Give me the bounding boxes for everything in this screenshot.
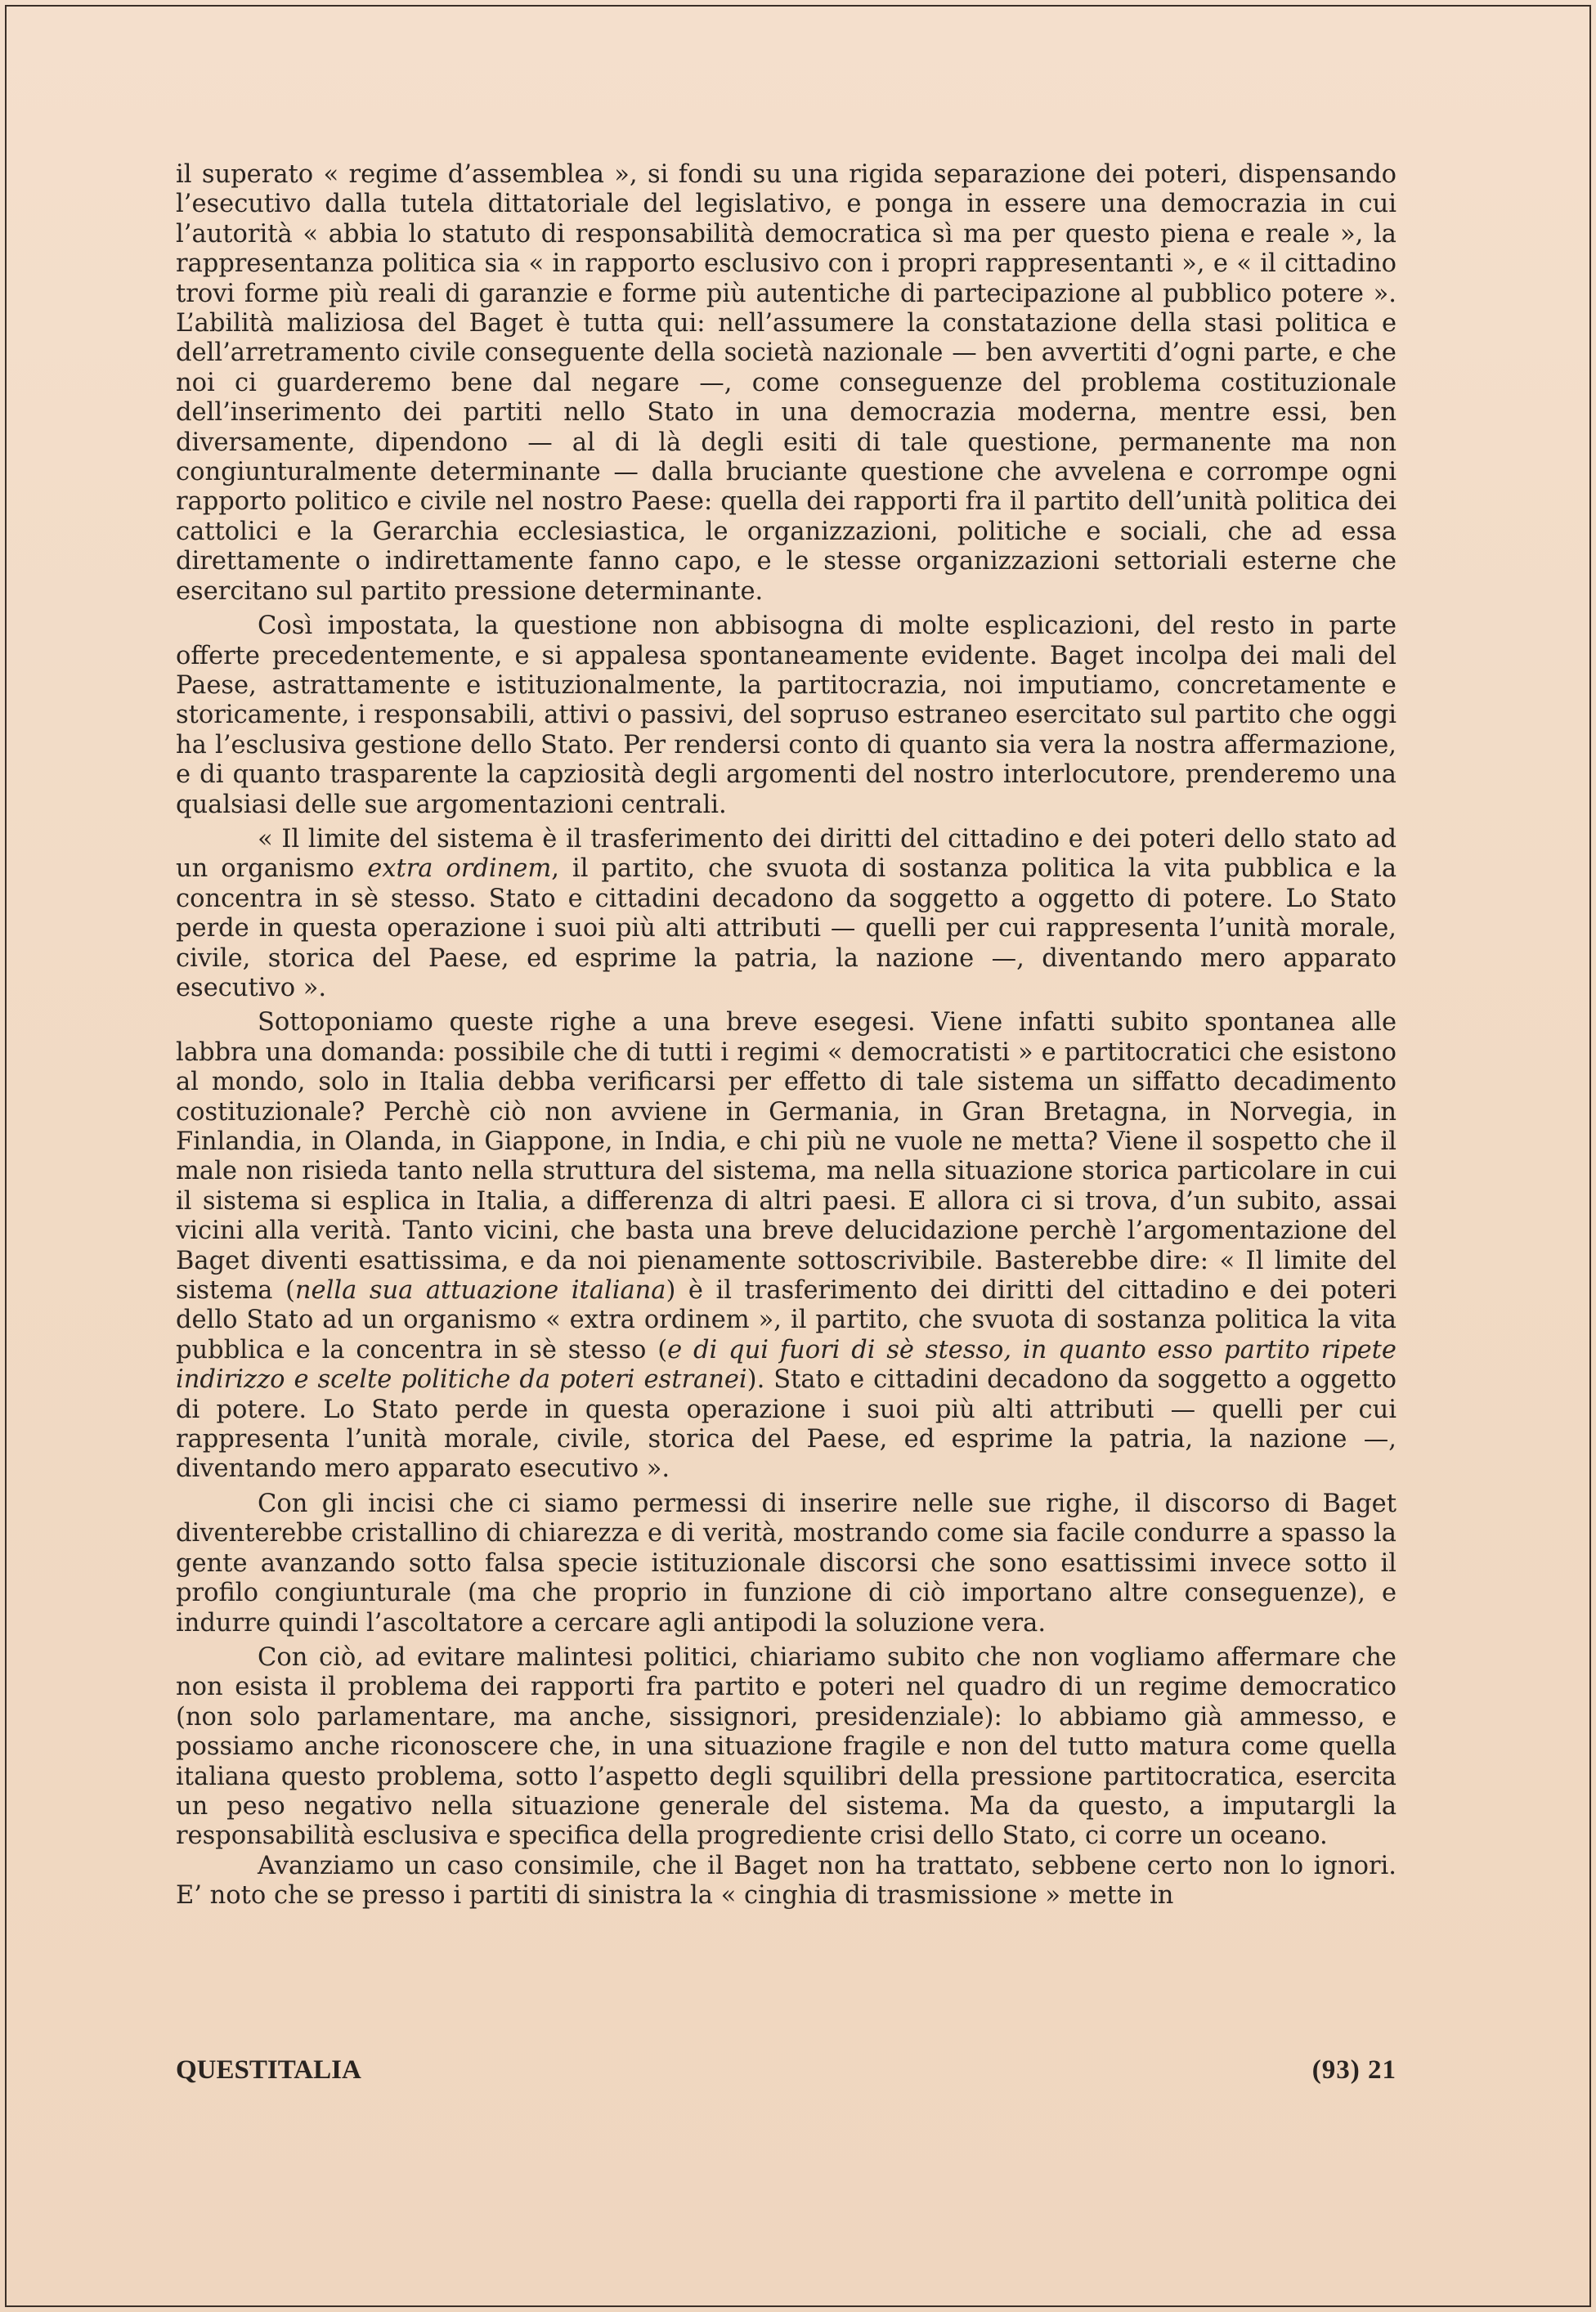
paragraph-3-part-b: , il partito, che svuota di sostanza politica la vita pubblica e la concentra in sè stesso. Stato e cittadini decadono da soggetto a oggetto di potere. Lo Stato perde in questa operazione i suoi più alti attributi — quelli per cui rappresenta l’unità morale, civile, storica del Paese, ed esprime la patria, la nazione —, diventando mero apparato esecutivo ». — [176, 854, 1397, 1002]
page-number: (93) 21 — [1311, 2055, 1396, 2085]
paragraph-5: Con gli incisi che ci siamo permessi di inserire nelle sue righe, il discorso di Baget diventerebbe cristallino di chiarezza e di verità, mostrando come sia facile condurre a spasso la gente avanzando sotto falsa specie istituzionale discorsi che sono esattissimi invece sotto il profilo congiunturale (ma che proprio in funzione di ciò importano altre conseguenze), e indurre quindi l’ascoltatore a cercare agli antipodi la soluzione vera. — [176, 1489, 1396, 1638]
paragraph-4-part-b: ) è il trasferimento dei diritti del cittadino e dei poteri dello Stato ad un organismo « extra ordinem », il partito, che svuota di sostanza politica la vita pubblica e la concentra in sè stesso ( — [176, 1276, 1396, 1364]
paragraph-1: il superato « regime d’assemblea », si fondi su una rigida separazione dei poteri, dispensando l’esecutivo dalla tutela dittatoriale del legislativo, e ponga in essere una democrazia in cui l’autorità « abbia lo statuto di responsabilità democratica sì ma per questo piena e reale », la rappresentanza politica sia « in rapporto esclusivo con i propri rappresentanti », e « il cittadino trovi forme più reali di garanzie e forme più autentiche di partecipazione al pubblico potere ». L’abilità maliziosa del Baget è tutta qui: nell’assumere la constatazione della stasi politica e dell’arretramento civile conseguente della società nazionale — ben avvertiti d’ogni parte, e che noi ci guarderemo bene dal negare —, come conseguenze del problema costituzionale dell’inserimento dei partiti nello Stato in una democrazia moderna, mentre essi, ben diversamente, dipendono — al di là degli esiti di tale questione, permanente ma non congiunturalmente determinante — dalla bruciante questione che avvelena e corrompe ogni rapporto politico e civile nel nostro Paese: quella dei rapporti fra il partito dell’unità politica dei cattolici e la Gerarchia ecclesiastica, le organizzazioni, politiche e sociali, che ad essa direttamente o indirettamente fanno capo, e le stesse organizzazioni settoriali esterne che esercitano sul partito pressione determinante. — [176, 160, 1396, 606]
journal-name: QUESTITALIA — [176, 2055, 361, 2085]
paragraph-3-italic: extra ordinem — [367, 854, 552, 884]
paragraph-4-part-a: Sottoponiamo queste righe a una breve esegesi. Viene infatti subito spontanea alle labbra una domanda: possibile che di tutti i regimi « democratisti » e partitocratici che esistono al mondo, solo in Italia debba verificarsi per effetto di tale sistema un siffatto decadimento costituzionale? Perchè ciò non avviene in Germania, in Gran Bretagna, in Norvegia, in Finlandia, in Olanda, in Giappone, in India, e chi più ne vuole ne metta? Viene il sospetto che il male non risieda tanto nella struttura del sistema, ma nella situazione storica particolare in cui il sistema si esplica in Italia, a differenza di altri paesi. E allora ci si trova, d’un subito, assai vicini alla verità. Tanto vicini, che basta una breve delucidazione perchè l’argomentazione del Baget diventi esattissima, e da noi pienamente sottoscrivibile. Basterebbe dire: « Il limite del sistema ( — [176, 1008, 1396, 1306]
paragraph-3-quote — [176, 825, 1396, 1003]
paragraph-6: Con ciò, ad evitare malintesi politici, chiariamo subito che non vogliamo affermare che non esista il problema dei rapporti fra partito e poteri nel quadro di un regime democratico (non solo parlamentare, ma anche, sissignori, presidenziale): lo abbiamo già ammesso, e possiamo anche riconoscere che, in una situazione fragile e non del tutto matura come quella italiana questo problema, sotto l’aspetto degli squilibri della pressione partitocratica, esercita un peso negativo nella situazione generale del sistema. Ma da questo, a imputargli la responsabilità esclusiva e specifica della progrediente crisi dello Stato, ci corre un oceano. — [176, 1642, 1396, 1851]
paragraph-3-part-a: « Il limite del sistema è il trasferimento dei diritti del cittadino e dei poteri dello stato ad un organismo — [176, 824, 1396, 884]
paragraph-7: Avanziamo un caso consimile, che il Baget non ha trattato, sebbene certo non lo ignori. E’ noto che se presso i partiti di sinistra la « cinghia di trasmissione » mette in — [176, 1851, 1396, 1911]
page-footer — [176, 2055, 1396, 2086]
article-body — [176, 160, 1396, 1911]
paragraph-4-italic-1: nella sua attuazione italiana — [294, 1276, 666, 1306]
paragraph-4 — [176, 1008, 1396, 1485]
paragraph-2: Così impostata, la questione non abbisogna di molte esplicazioni, del resto in parte offerte precedentemente, e si appalesa spontaneamente evidente. Baget incolpa dei mali del Paese, astrattamente e istituzionalmente, la partitocrazia, noi imputiamo, concretamente e storicamente, i responsabili, attivi o passivi, del sopruso estraneo esercitato sul partito che oggi ha l’esclusiva gestione dello Stato. Per rendersi conto di quanto sia vera la nostra affermazione, e di quanto trasparente la capziosità degli argomenti del nostro interlocutore, prenderemo una qualsiasi delle sue argomentazioni centrali. — [176, 612, 1396, 819]
paragraph-4-part-c: ). Stato e cittadini decadono da soggetto a oggetto di potere. Lo Stato perde in questa operazione i suoi più alti attributi — quelli per cui rappresenta l’unità morale, civile, storica del Paese, ed esprime la patria, la nazione —, diventando mero apparato esecutivo ». — [176, 1365, 1396, 1484]
paragraph-4-italic-2: e di qui fuori di sè stesso, in quanto esso partito ripete indirizzo e scelte politiche da poteri estranei — [176, 1335, 1396, 1395]
